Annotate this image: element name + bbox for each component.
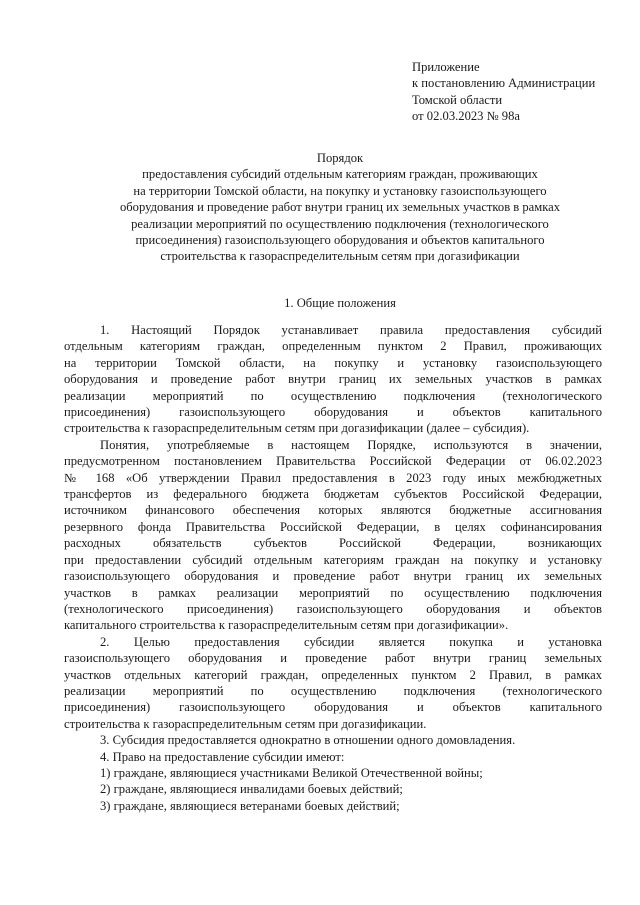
paragraph-line: источником финансового обеспечения которых являются бюджетные ассигнования <box>64 503 602 518</box>
title-line: оборудования и проведение работ внутри границ их земельных участков в рамках <box>119 200 561 215</box>
title-line: Порядок <box>316 151 364 165</box>
paragraph-line: отдельным категориям граждан, определенным пунктом 2 Правил, проживающих <box>64 339 602 354</box>
appendix-line: Томской области <box>412 92 503 107</box>
section-heading: 1. Общие положения <box>284 296 396 310</box>
title-line: на территории Томской области, на покупку и установку газоиспользующего <box>133 183 547 198</box>
title-line: присоединения) газоиспользующего оборудования и объектов капитального <box>135 233 545 248</box>
document-title <box>64 150 616 265</box>
title-line: реализации мероприятий по осуществлению подключения (технологического <box>131 216 549 231</box>
paragraph-line: реализации мероприятий по осуществлению подключения (технологического <box>64 388 602 403</box>
paragraph-line: капитального строительства к газораспределительным сетям при догазификации». <box>64 618 509 633</box>
paragraph-line: строительства к газораспределительным сетям при догазификации (далее – субсидия). <box>64 421 530 436</box>
paragraph-line: газоиспользующего оборудования и проведение работ внутри границ их земельных <box>64 569 602 584</box>
paragraph-line: участков отдельных категорий граждан, определенных пунктом 2 Правил, в рамках <box>64 667 602 682</box>
paragraph-line: 2) граждане, являющиеся инвалидами боевых действий; <box>100 782 403 797</box>
paragraph-line: оборудования и проведение работ внутри границ их земельных участков в рамках <box>64 372 602 387</box>
paragraph-line: 3. Субсидия предоставляется однократно в отношении одного домовладения. <box>100 733 516 748</box>
paragraph-line: предусмотренном постановлением Правительства Российской Федерации от 06.02.2023 <box>64 454 602 469</box>
title-line: предоставления субсидий отдельным категориям граждан, проживающих <box>142 167 538 182</box>
paragraph-line: 4. Право на предоставление субсидии имеют: <box>100 749 345 764</box>
paragraph-line: 3) граждане, являющиеся ветеранами боевых действий; <box>100 798 400 813</box>
appendix-line: Приложение <box>412 60 480 74</box>
paragraph-line: участков в рамках реализации мероприятий по осуществлению подключения <box>64 585 602 600</box>
paragraph-line: (технологического присоединения) газоиспользующего оборудования и объектов <box>64 601 602 616</box>
paragraph-line: 1. Настоящий Порядок устанавливает правила предоставления субсидий <box>100 323 602 337</box>
paragraph-line: присоединения) газоиспользующего оборудования и объектов капитального <box>64 405 602 420</box>
paragraph-line: строительства к газораспределительным сетям при догазификации. <box>64 716 427 731</box>
paragraph-line: трансфертов из федерального бюджета бюджетам субъектов Российской Федерации, <box>64 487 602 502</box>
title-line: строительства к газораспределительным сетям при догазификации <box>160 249 520 264</box>
paragraph-line: газоиспользующего оборудования и проведение работ внутри границ земельных <box>64 651 602 666</box>
paragraph-line: № 168 «Об утверждении Правил предоставления в 2023 году иных межбюджетных <box>64 470 602 485</box>
paragraph-line: реализации мероприятий по осуществлению подключения (технологического <box>64 683 602 698</box>
appendix-line: к постановлению Администрации <box>412 76 596 91</box>
paragraph-line: резервного фонда Правительства Российской Федерации, в целях софинансирования <box>64 519 602 534</box>
paragraph-line: на территории Томской области, на покупку и установку газоиспользующего <box>64 355 602 370</box>
document-body <box>64 322 602 814</box>
paragraph-line: 1) граждане, являющиеся участниками Великой Отечественной войны; <box>100 765 483 780</box>
appendix-line: от 02.03.2023 № 98а <box>412 109 520 124</box>
paragraph-line: расходных обязательств субъектов Российской Федерации, возникающих <box>64 536 602 551</box>
paragraph-line: присоединения) газоиспользующего оборудования и объектов капитального <box>64 700 602 715</box>
paragraph-line: Понятия, употребляемые в настоящем Порядке, используются в значении, <box>100 437 602 452</box>
appendix-block <box>412 59 595 125</box>
paragraph-line: при предоставлении субсидий отдельным категориям граждан на покупку и установку <box>64 552 602 567</box>
paragraph-line: 2. Целью предоставления субсидии является покупка и установка <box>100 634 602 649</box>
